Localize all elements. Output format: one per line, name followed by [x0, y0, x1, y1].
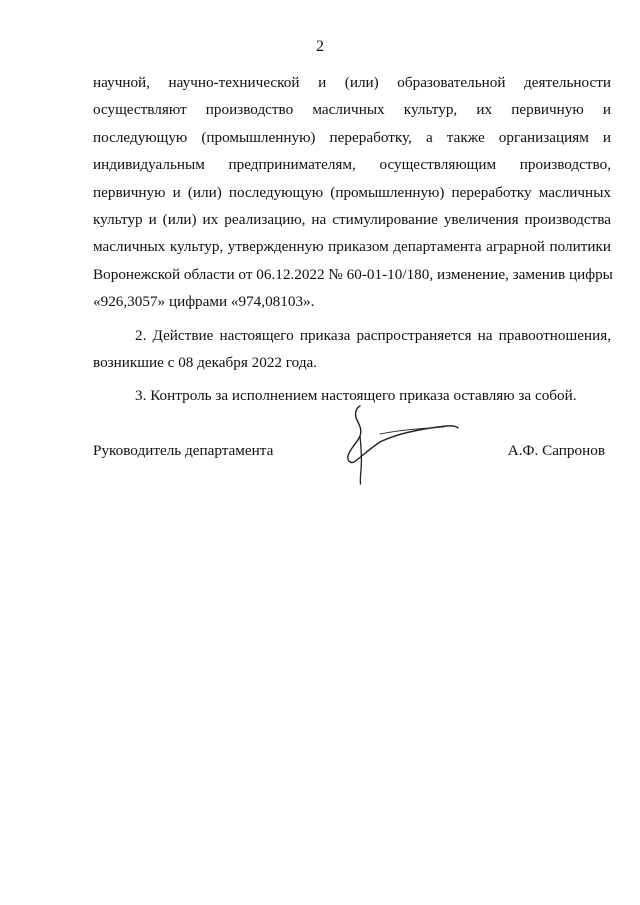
text-line: осуществляют производство масличных культур, их первичную и: [93, 101, 611, 119]
text-line: возникшие с 08 декабря 2022 года.: [93, 354, 318, 372]
paragraph-item-2: [93, 322, 611, 377]
text-line: первичную и (или) последующую (промышленную) переработку масличных: [93, 183, 611, 201]
text-line: культур и (или) их реализацию, на стимулирование увеличения производства: [93, 211, 611, 229]
handwritten-signature: [340, 400, 470, 485]
text-line: «926,3057» цифрами «974,08103».: [93, 293, 315, 311]
page-number: 2: [316, 38, 324, 55]
signatory-position: Руководитель департамента: [93, 442, 274, 459]
text-line: Воронежской области от 06.12.2022 № 60-01-10/180, изменение, заменив цифры: [93, 265, 613, 283]
signatory-name: А.Ф. Сапронов: [507, 442, 605, 459]
signature-block: [93, 395, 611, 495]
text-line: последующую (промышленную) переработку, а также организациям и: [93, 128, 611, 146]
text-line: масличных культур, утвержденную приказом департамента аграрной политики: [93, 238, 611, 256]
paragraph-continuation: [93, 69, 611, 316]
text-line: индивидуальным предпринимателям, осуществляющим производство,: [93, 156, 611, 174]
text-line: научной, научно-технической и (или) образовательной деятельности: [93, 74, 611, 91]
text-line: 3. Контроль за исполнением настоящего приказа оставляю за собой.: [135, 387, 577, 405]
text-line: 2. Действие настоящего приказа распространяется на правоотношения,: [135, 326, 611, 344]
document-body: [93, 69, 611, 410]
